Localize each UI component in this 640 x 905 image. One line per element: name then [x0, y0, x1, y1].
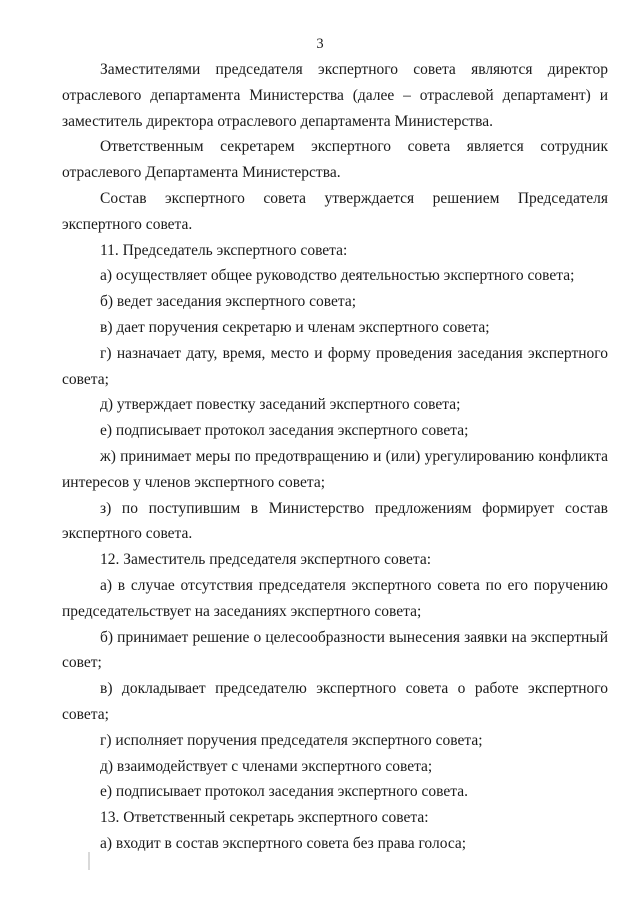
list-item-11e: д) утверждает повестку заседаний экспертного совета;: [100, 396, 461, 414]
section-heading-13: 13. Ответственный секретарь экспертного совета:: [100, 809, 429, 827]
list-item-11b: б) ведет заседания экспертного совета;: [100, 293, 357, 311]
list-item-13a: а) входит в состав экспертного совета без права голоса;: [100, 834, 467, 852]
paragraph-executive-secretary: Ответственным секретарем экспертного совета является сотрудник отраслевого Департамента Министерства.: [62, 138, 608, 182]
paragraph-composition: Состав экспертного совета утверждается решением Председателя экспертного совета.: [62, 189, 608, 233]
scan-artifact: [88, 852, 90, 870]
list-item-11h: з) по поступившим в Министерство предложениям формирует состав экспертного совета.: [62, 499, 608, 543]
list-item-12e: д) взаимодействует с членами экспертного совета;: [100, 757, 433, 775]
list-item-11g: ж) принимает меры по предотвращению и (или) урегулированию конфликта интересов у членов экспертного совета;: [62, 447, 608, 491]
section-heading-12: 12. Заместитель председателя экспертного совета:: [100, 551, 432, 569]
page-number: 3: [316, 36, 324, 52]
list-item-12b: б) принимает решение о целесообразности вынесения заявки на экспертный совет;: [62, 628, 608, 672]
section-heading-11: 11. Председатель экспертного совета:: [100, 241, 348, 259]
list-item-11f: е) подписывает протокол заседания экспертного совета;: [100, 422, 469, 440]
list-item-11a: а) осуществляет общее руководство деятельностью экспертного совета;: [100, 267, 575, 285]
list-item-12a: а) в случае отсутствия председателя экспертного совета по его поручению председательствует на заседаниях экспертного совета;: [62, 576, 608, 620]
list-item-12d: г) исполняет поручения председателя экспертного совета;: [100, 731, 483, 749]
list-item-11c: в) дает поручения секретарю и членам экспертного совета;: [100, 318, 490, 336]
list-item-12f: е) подписывает протокол заседания экспертного совета.: [100, 783, 468, 801]
document-body: [62, 57, 608, 857]
list-item-11d: г) назначает дату, время, место и форму проведения заседания экспертного совета;: [62, 344, 608, 388]
paragraph-deputy-chairs: Заместителями председателя экспертного совета являются директор отраслевого департамента Министерства (далее – отраслевой департамент) и заместитель директора отраслевого департамента Министерства.: [62, 61, 608, 130]
list-item-12c: в) докладывает председателю экспертного совета о работе экспертного совета;: [62, 680, 608, 723]
